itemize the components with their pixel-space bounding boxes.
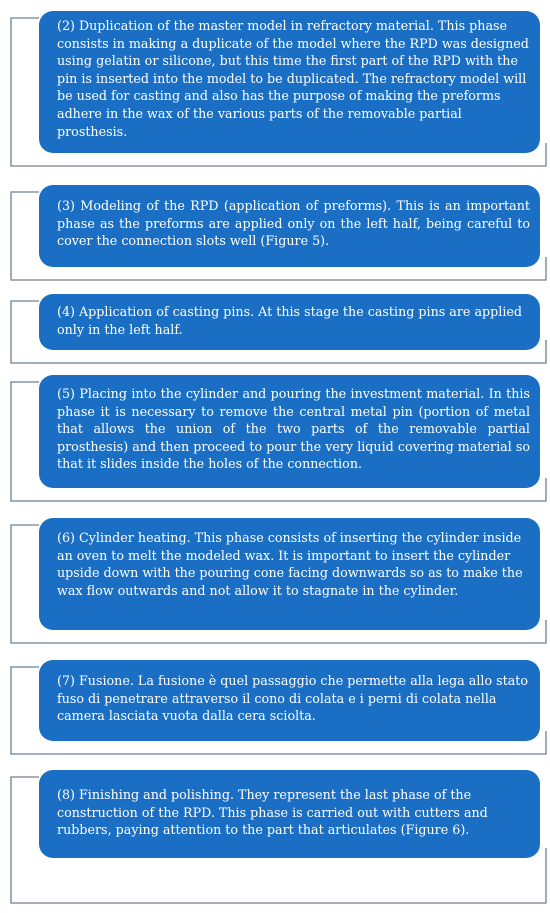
step-box-6 bbox=[39, 518, 540, 630]
step-text: (8) Finishing and polishing. They represent the last phase of the construction of the RPD. This phase is carried out with cutters and rubbers, paying attention to the part that articulates (Figure 6). bbox=[57, 787, 488, 838]
step-box-3 bbox=[39, 185, 540, 267]
step-text: (5) Placing into the cylinder and pouring the investment material. In this phase it is necessary to remove the central metal pin (portion of metal that allows the union of the two parts of the removable partial prosthesis) and then proceed to pour the very liquid covering material so that it slides inside the holes of the connection. bbox=[57, 386, 530, 472]
step-text: (7) Fusione. La fusione è quel passaggio che permette alla lega allo stato fuso di penetrare attraverso il cono di colata e i perni di colata nella camera lasciata vuota dalla cera sciolta. bbox=[57, 673, 529, 724]
step-text: (2) Duplication of the master model in refractory material. This phase consists in making a duplicate of the model where the RPD was designed using gelatin or silicone, but this time the first part of the RPD with the pin is inserted into the model to be duplicated. The refractory model will be used for casting and also has the purpose of making the preforms adhere in the wax of the various parts of the removable partial prosthesis. bbox=[57, 18, 529, 139]
step-text: (3) Modeling of the RPD (application of preforms). This is an important phase as the preforms are applied only on the left half, being careful to cover the connection slots well (Figure 5). bbox=[57, 198, 530, 249]
step-box-8 bbox=[39, 770, 540, 858]
step-box-7 bbox=[39, 660, 540, 741]
step-box-2 bbox=[39, 11, 540, 153]
step-text: (6) Cylinder heating. This phase consists of inserting the cylinder inside an oven to melt the modeled wax. It is important to insert the cylinder upside down with the pouring cone facing downwards so as to make the wax flow outwards and not allow it to stagnate in the cylinder. bbox=[57, 530, 523, 598]
step-text: (4) Application of casting pins. At this stage the casting pins are applied only in the left half. bbox=[57, 304, 523, 337]
step-box-4 bbox=[39, 294, 540, 350]
step-box-5 bbox=[39, 375, 540, 488]
